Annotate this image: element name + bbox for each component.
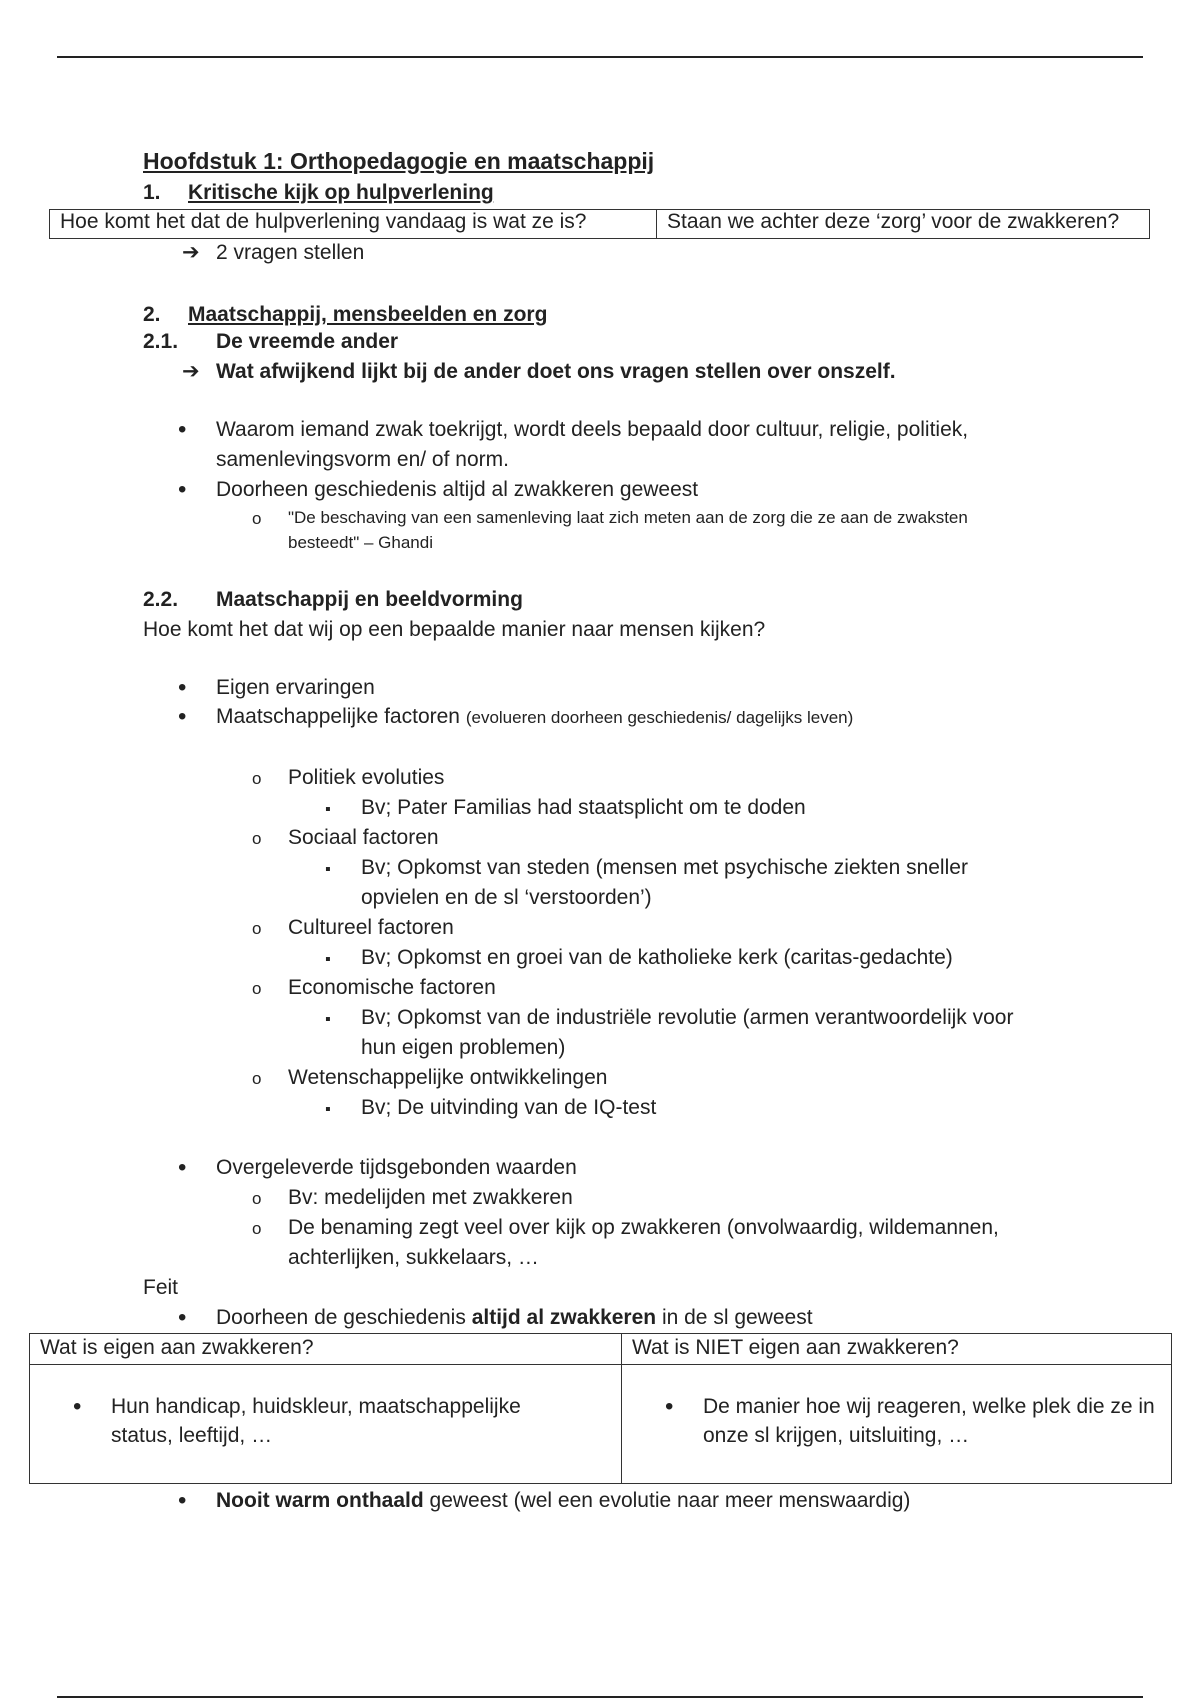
circle-bullet-icon <box>252 974 261 1003</box>
factor-4-example-line-1: Bv; Opkomst van de industriële revolutie (armen verantwoordelijk voor <box>361 1006 1014 1029</box>
s22-bullet-1: Eigen ervaringen <box>216 676 375 699</box>
circle-bullet-icon <box>252 824 261 853</box>
factor-4-example-line-2: hun eigen problemen) <box>361 1036 566 1059</box>
questions-table <box>49 209 1150 239</box>
bullet-icon <box>73 1393 81 1422</box>
s22-bullet-3-sub-2-line-1: De benaming zegt veel over kijk op zwakkeren (onvolwaardig, wildemannen, <box>288 1216 999 1239</box>
circle-bullet-icon <box>252 764 261 793</box>
arrow-icon: ➔ <box>182 360 200 383</box>
quote-line-2: besteedt" – Ghandi <box>288 533 433 552</box>
feit-bullet: Doorheen de geschiedenis altijd al zwakkeren in de sl geweest <box>216 1306 813 1329</box>
section-2-title: Maatschappij, mensbeelden en zorg <box>188 303 548 326</box>
s21-bullet-1-line-1: Waarom iemand zwak toekrijgt, wordt deels bepaald door cultuur, religie, politiek, <box>216 418 969 441</box>
comparison-cell-1: • Hun handicap, huidskleur, maatschappelijke status, leeftijd, … <box>30 1365 622 1484</box>
square-bullet-icon <box>325 854 331 884</box>
factor-1: Politiek evoluties <box>288 766 445 789</box>
s21-bullet-2: Doorheen geschiedenis altijd al zwakkeren geweest <box>216 478 699 501</box>
section-1-title: Kritische kijk op hulpverlening <box>188 181 494 204</box>
arrow-text-s21: Wat afwijkend lijkt bij de ander doet ons vragen stellen over onszelf. <box>216 360 896 383</box>
bullet-icon <box>178 416 186 445</box>
circle-bullet-icon <box>252 1184 261 1213</box>
circle-bullet-icon <box>252 914 261 943</box>
s22-bullet-3-sub-2-line-2: achterlijken, sukkelaars, … <box>288 1246 539 1269</box>
square-bullet-icon <box>325 794 331 824</box>
question-cell-1: Hoe komt het dat de hulpverlening vandaag is wat ze is? <box>50 210 657 239</box>
section-2-2-title: Maatschappij en beeldvorming <box>216 588 523 611</box>
s21-bullet-1-line-2: samenlevingsvorm en/ of norm. <box>216 448 509 471</box>
chapter-title: Hoofdstuk 1: Orthopedagogie en maatschappij <box>143 148 655 174</box>
header-rule <box>57 56 1143 58</box>
comparison-cell-2: • De manier hoe wij reageren, welke plek die ze in onze sl krijgen, uitsluiting, … <box>622 1365 1172 1484</box>
comparison-header-1: Wat is eigen aan zwakkeren? <box>30 1334 622 1365</box>
feit-label: Feit <box>143 1276 179 1299</box>
circle-bullet-icon <box>252 1214 261 1243</box>
bullet-icon <box>178 674 186 703</box>
section-2-number: 2. <box>143 303 161 326</box>
factor-3-example: Bv; Opkomst en groei van de katholieke kerk (caritas-gedachte) <box>361 946 953 969</box>
comparison-header-2: Wat is NIET eigen aan zwakkeren? <box>622 1334 1172 1365</box>
bullet-icon <box>178 703 186 732</box>
arrow-icon: ➔ <box>182 241 200 264</box>
bullet-icon <box>178 1304 186 1333</box>
question-cell-2: Staan we achter deze ‘zorg’ voor de zwakkeren? <box>657 210 1150 239</box>
section-2-1-title: De vreemde ander <box>216 330 399 353</box>
bullet-icon <box>178 476 186 505</box>
square-bullet-icon <box>325 944 331 974</box>
factor-4: Economische factoren <box>288 976 496 999</box>
bullet-icon <box>178 1154 186 1183</box>
factor-5-example: Bv; De uitvinding van de IQ-test <box>361 1096 657 1119</box>
factor-2: Sociaal factoren <box>288 826 439 849</box>
comparison-table <box>29 1333 1172 1484</box>
circle-bullet-icon <box>252 1064 261 1093</box>
footer-rule <box>57 1696 1143 1698</box>
bullet-icon <box>665 1393 673 1422</box>
circle-bullet-icon <box>252 504 261 533</box>
s22-bullet-3-sub-1: Bv: medelijden met zwakkeren <box>288 1186 573 1209</box>
section-2-2-number: 2.2. <box>143 588 179 611</box>
factor-1-example: Bv; Pater Familias had staatsplicht om te doden <box>361 796 806 819</box>
factor-2-example-line-1: Bv; Opkomst van steden (mensen met psychische ziekten sneller <box>361 856 968 879</box>
arrow-text-s1: 2 vragen stellen <box>216 241 365 264</box>
section-1-number: 1. <box>143 181 161 204</box>
square-bullet-icon <box>325 1094 331 1124</box>
s22-bullet-3: Overgeleverde tijdsgebonden waarden <box>216 1156 577 1179</box>
square-bullet-icon <box>325 1004 331 1034</box>
factor-5: Wetenschappelijke ontwikkelingen <box>288 1066 608 1089</box>
factor-2-example-line-2: opvielen en de sl ‘verstoorden’) <box>361 886 652 909</box>
bullet-icon <box>178 1487 186 1516</box>
last-bullet: Nooit warm onthaald geweest (wel een evolutie naar meer menswaardig) <box>216 1489 911 1512</box>
section-2-1-number: 2.1. <box>143 330 179 353</box>
s22-question: Hoe komt het dat wij op een bepaalde manier naar mensen kijken? <box>143 618 766 641</box>
factor-3: Cultureel factoren <box>288 916 454 939</box>
quote-line-1: "De beschaving van een samenleving laat zich meten aan de zorg die ze aan de zwaksten <box>288 508 968 527</box>
s22-bullet-2: Maatschappelijke factoren (evolueren doorheen geschiedenis/ dagelijks leven) <box>216 705 854 728</box>
